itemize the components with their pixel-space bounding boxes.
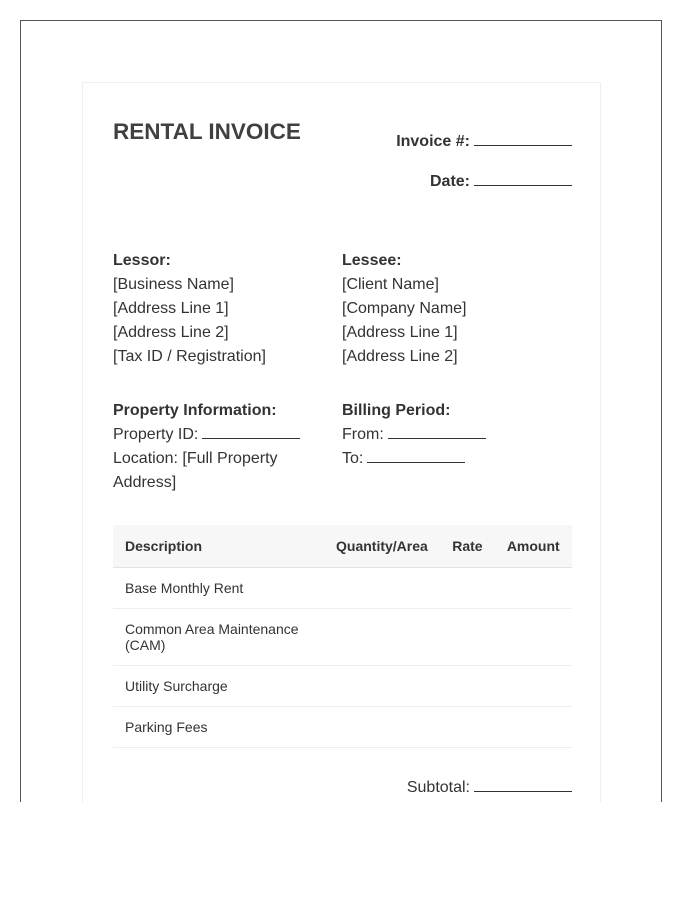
billing-heading: Billing Period: bbox=[342, 402, 451, 419]
table-row bbox=[113, 706, 572, 747]
lessor-heading: Lessor: bbox=[113, 252, 171, 269]
lessee-line: [Address Line 2] bbox=[342, 348, 458, 365]
row-description: Parking Fees bbox=[113, 706, 324, 747]
row-amount bbox=[495, 706, 572, 747]
row-rate bbox=[440, 706, 495, 747]
lessee-line: [Client Name] bbox=[342, 276, 439, 293]
row-amount bbox=[495, 608, 572, 665]
property-location-line: Address] bbox=[113, 474, 177, 491]
billing-from-field bbox=[342, 423, 572, 447]
table-row bbox=[113, 608, 572, 665]
billing-from-label: From: bbox=[342, 426, 384, 443]
row-description: Base Monthly Rent bbox=[113, 567, 324, 608]
property-id-blank bbox=[202, 427, 300, 439]
property-heading: Property Information: bbox=[113, 402, 277, 419]
page-frame bbox=[20, 20, 662, 802]
lessor-block bbox=[113, 249, 333, 369]
invoice-sheet bbox=[82, 82, 601, 802]
lessee-line: [Address Line 1] bbox=[342, 324, 458, 341]
billing-to-blank bbox=[367, 451, 465, 463]
row-quantity bbox=[324, 608, 440, 665]
invoice-date-field bbox=[430, 173, 572, 191]
invoice-number-field bbox=[396, 133, 572, 151]
invoice-date-blank bbox=[474, 174, 572, 186]
line-items-table bbox=[113, 525, 572, 748]
invoice-number-label: Invoice #: bbox=[396, 133, 470, 150]
row-quantity bbox=[324, 567, 440, 608]
property-location-line: Location: [Full Property bbox=[113, 450, 278, 467]
table-header-row bbox=[113, 525, 572, 567]
column-header-description: Description bbox=[113, 525, 324, 567]
row-quantity bbox=[324, 706, 440, 747]
row-quantity bbox=[324, 665, 440, 706]
lessee-block bbox=[342, 249, 572, 369]
lessor-line: [Address Line 1] bbox=[113, 300, 229, 317]
column-header-quantity: Quantity/Area bbox=[324, 525, 440, 567]
invoice-number-blank bbox=[474, 134, 572, 146]
row-rate bbox=[440, 567, 495, 608]
property-id-label: Property ID: bbox=[113, 426, 199, 443]
row-rate bbox=[440, 608, 495, 665]
lessor-line: [Address Line 2] bbox=[113, 324, 229, 341]
table-row bbox=[113, 567, 572, 608]
table-row bbox=[113, 665, 572, 706]
row-amount bbox=[495, 567, 572, 608]
billing-to-field bbox=[342, 447, 572, 471]
invoice-title: RENTAL INVOICE bbox=[113, 119, 301, 144]
column-header-rate: Rate bbox=[440, 525, 495, 567]
row-description: Utility Surcharge bbox=[113, 665, 324, 706]
billing-to-label: To: bbox=[342, 450, 364, 467]
property-id-field bbox=[113, 423, 323, 447]
column-header-amount: Amount bbox=[495, 525, 572, 567]
subtotal-label: Subtotal: bbox=[406, 779, 470, 796]
lessee-line: [Company Name] bbox=[342, 300, 467, 317]
lessor-line: [Business Name] bbox=[113, 276, 234, 293]
row-amount bbox=[495, 665, 572, 706]
subtotal-blank bbox=[474, 780, 572, 792]
billing-from-blank bbox=[388, 427, 486, 439]
invoice-date-label: Date: bbox=[429, 173, 470, 190]
property-info-block bbox=[113, 399, 323, 495]
subtotal-field bbox=[407, 779, 572, 797]
billing-period-block bbox=[342, 399, 572, 471]
lessor-line: [Tax ID / Registration] bbox=[113, 348, 266, 365]
row-rate bbox=[440, 665, 495, 706]
lessee-heading: Lessee: bbox=[342, 252, 402, 269]
row-description: Common Area Maintenance (CAM) bbox=[113, 608, 324, 665]
